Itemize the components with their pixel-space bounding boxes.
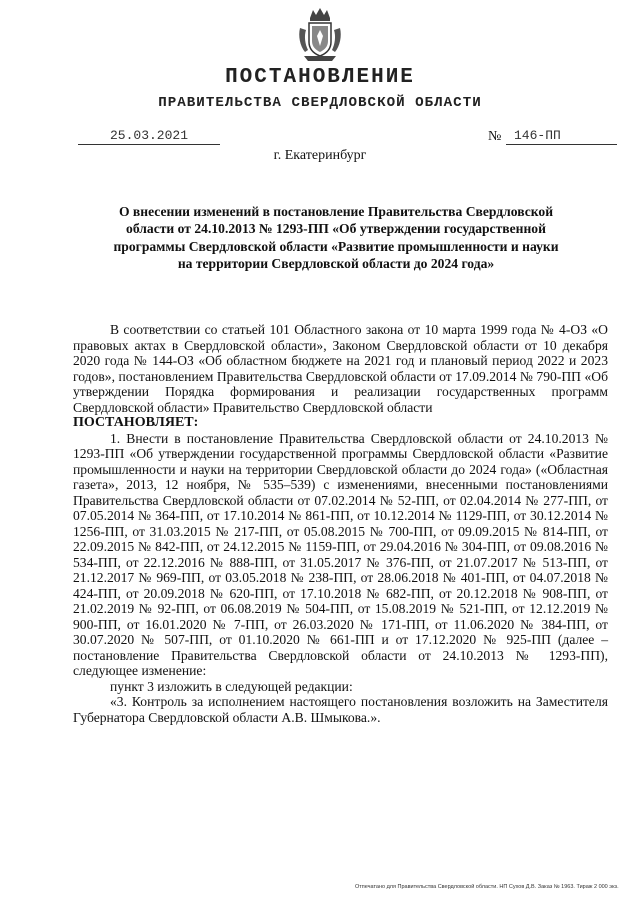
print-footer: Отпечатано для Правительства Свердловской области. НП Сухов Д.В. Заказ № 1963. Тираж 2 000 экз.	[355, 884, 619, 890]
decree-heading: ПОСТАНОВЛЯЕТ:	[73, 415, 199, 430]
document-subtitle: ПРАВИТЕЛЬСТВА СВЕРДЛОВСКОЙ ОБЛАСТИ	[158, 95, 482, 111]
document-body	[73, 322, 608, 725]
item-1-subparagraph: пункт 3 изложить в следующей редакции:	[110, 678, 353, 694]
number-label: №	[488, 129, 502, 144]
document-date: 25.03.2021	[78, 128, 220, 145]
document-title: ПОСТАНОВЛЕНИЕ	[225, 66, 415, 89]
document-number: 146-ПП	[506, 128, 617, 145]
coat-of-arms-icon	[296, 6, 344, 64]
city: г. Екатеринбург	[273, 148, 367, 163]
quoted-paragraph: «3. Контроль за исполнением настоящего постановления возложить на Заместителя Губернатора Свердловской области А.В. Шмыкова.».	[73, 694, 608, 725]
item-1-paragraph: 1. Внести в постановление Правительства Свердловской области от 24.10.2013 № 1293-ПП «Об утверждении государственной программы Свердловской области «Развитие промышленности и науки на территории Свердловской области до 2024 года» («Областная газета», 2013, 12 ноября, № 535–539) с изменениями, внесенными постановлениями Правительства Свердловской области от 07.02.2014 № 52-ПП, от 02.04.2014 № 277-ПП, от 07.05.2014 № 364-ПП, от 17.10.2014 № 861-ПП, от 10.12.2014 № 1129-ПП, от 30.12.2014 № 1256-ПП, от 31.03.2015 № 217-ПП, от 05.08.2015 № 700-ПП, от 09.09.2015 № 814-ПП, от 22.09.2015 № 842-ПП, от 24.12.2015 № 1159-ПП, от 29.04.2016 № 304-ПП, от 09.08.2016 № 534-ПП, от 22.12.2016 № 888-ПП, от 31.05.2017 № 376-ПП, от 21.07.2017 № 513-ПП, от 21.12.2017 № 969-ПП, от 03.05.2018 № 238-ПП, от 28.06.2018 № 401-ПП, от 04.07.2018 № 424-ПП, от 20.09.2018 № 620-ПП, от 17.10.2018 № 682-ПП, от 20.12.2018 № 908-ПП, от 21.02.2019 № 92-ПП, от 06.08.2019 № 504-ПП, от 15.08.2019 № 521-ПП, от 12.12.2019 № 900-ПП, от 16.01.2020 № 7-ПП, от 26.03.2020 № 171-ПП, от 11.06.2020 № 384-ПП, от 30.07.2020 № 507-ПП, от 01.10.2020 № 661-ПП и от 17.12.2020 № 925-ПП (далее – постановление Правительства Свердловской области от 24.10.2013 № 1293-ПП), следующее изменение:	[73, 430, 608, 678]
preamble-paragraph: В соответствии со статьей 101 Областного закона от 10 марта 1999 года № 4-ОЗ «О правовых актах в Свердловской области», Законом Свердловской области от 10 декабря 2020 года № 144-ОЗ «Об областном бюджете на 2021 год и плановый период 2022 и 2023 годов», постановлением Правительства Свердловской области от 17.09.2014 № 790-ПП «Об утверждении Порядка формирования и реализации государственных программ Свердловской области» Правительство Свердловской области	[73, 322, 608, 415]
document-subject: О внесении изменений в постановление Правительства Свердловской области от 24.10.2013 № 1293-ПП «Об утверждении государственной программы Свердловской области «Развитие промышленности и науки на территории Свердловской области до 2024 года»	[113, 204, 559, 272]
